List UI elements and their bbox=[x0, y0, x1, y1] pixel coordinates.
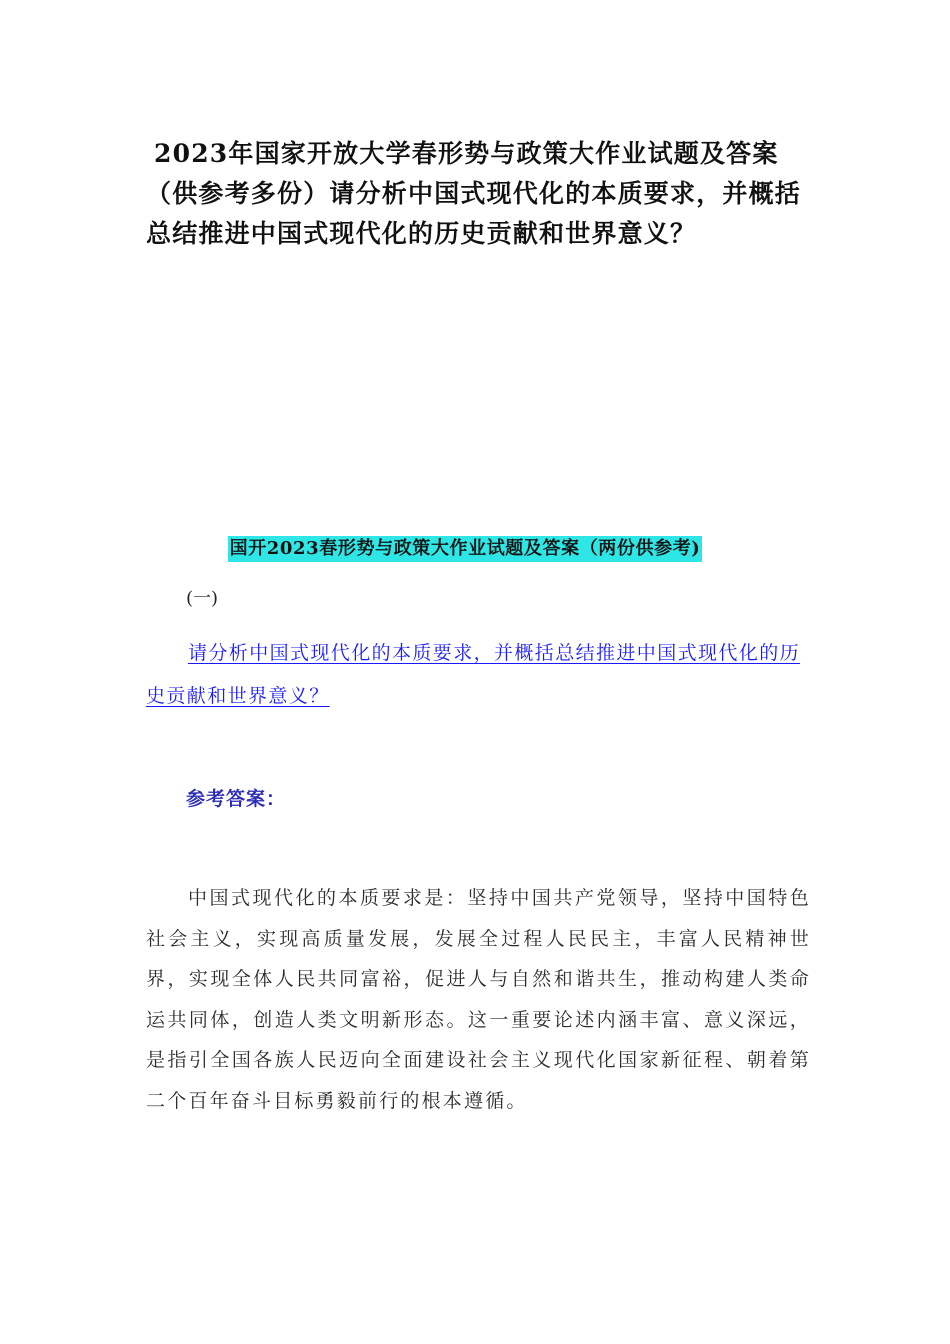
sub-heading-row bbox=[0, 536, 950, 562]
answer-label: 参考答案： bbox=[186, 788, 287, 810]
question-link[interactable]: 请分析中国式现代化的本质要求，并概括总结推进中国式现代化的历史贡献和世界意义？ bbox=[146, 642, 801, 707]
answer-paragraph: 中国式现代化的本质要求是：坚持中国共产党领导，坚持中国特色社会主义，实现高质量发展，发展全过程人民民主，丰富人民精神世界，实现全体人民共同富裕，促进人与自然和谐共生，推动构建人类命运共同体，创造人类文明新形态。这一重要论述内涵丰富、意义深远，是指引全国各族人民迈向全面建设社会主义现代化国家新征程、朝着第二个百年奋斗目标勇毅前行的根本遵循。 bbox=[146, 887, 811, 1112]
document-title: 2023年国家开放大学春形势与政策大作业试题及答案（供参考多份）请分析中国式现代化的本质要求，并概括总结推进中国式现代化的历史贡献和世界意义？ bbox=[146, 139, 802, 248]
section-marker: (一) bbox=[186, 588, 219, 609]
highlighted-sub-heading: 国开2023春形势与政策大作业试题及答案（两份供参考) bbox=[228, 536, 703, 562]
